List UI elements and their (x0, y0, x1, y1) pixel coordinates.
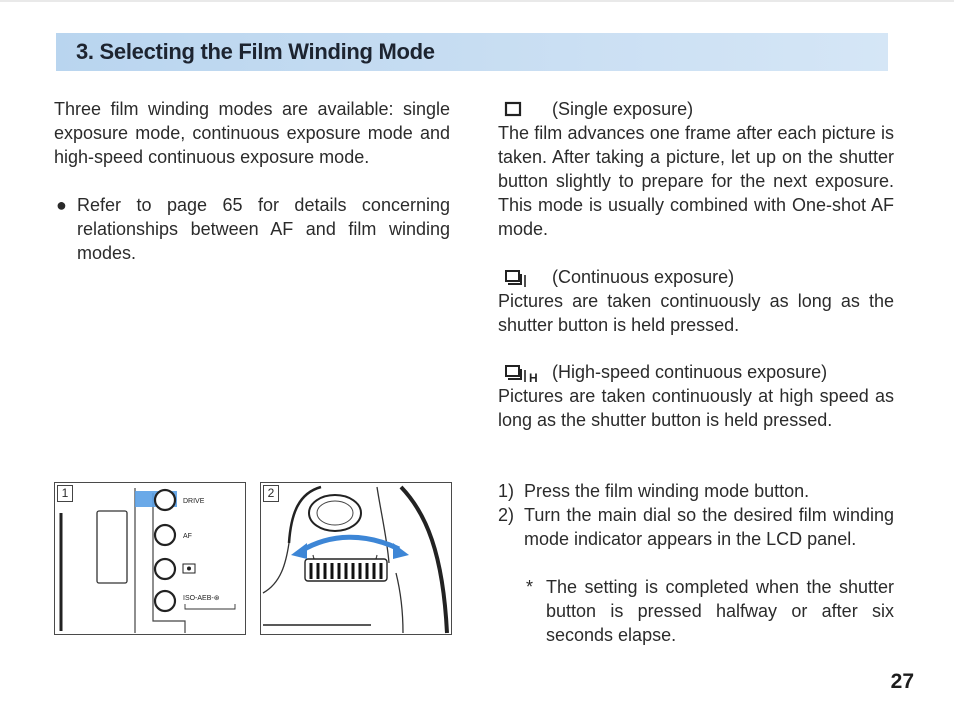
iso-label: ISO-AEB-⊛ (183, 595, 220, 602)
step-2-number: 2) (498, 505, 515, 525)
note-text: The setting is completed when the shutter button is pressed halfway or after six seconds elapse. (546, 577, 894, 645)
page-title: 3. Selecting the Film Winding Mode (76, 39, 435, 64)
figure-2-illustration (261, 483, 451, 634)
arrow-head-right (393, 543, 409, 559)
third-button (155, 559, 175, 579)
note-mark: * (526, 577, 534, 597)
drive-label: DRIVE (183, 498, 205, 505)
mode-continuous-label: (Continuous exposure) (552, 267, 735, 287)
intro-paragraph: Three film winding modes are available: single exposure mode, continuous exposure mode and high-speed continuous exposure mode. (54, 99, 450, 167)
arrow-head-left (291, 543, 307, 559)
high-speed-continuous-icon (504, 364, 544, 384)
step-2-text: Turn the main dial so the desired film winding mode indicator appears in the LCD panel. (524, 505, 894, 549)
intro-bullet-text: Refer to page 65 for details concerning relationships between AF and film winding modes. (77, 195, 450, 263)
mode-single-label: (Single exposure) (552, 99, 694, 119)
continuous-frames-icon (504, 269, 530, 289)
figure-2-main-dial (260, 482, 452, 635)
bullet-mark: ● (56, 195, 67, 215)
page-number: 27 (890, 670, 914, 693)
figure-1-illustration (55, 483, 245, 634)
mode-high-speed-heading (498, 360, 898, 384)
dial-rotation-arrow (301, 537, 399, 551)
af-button (155, 525, 175, 545)
section-title-band (56, 33, 888, 71)
mode-high-speed-label: (High-speed continuous exposure) (552, 362, 828, 382)
figure-2-number: 2 (263, 485, 279, 502)
mode-continuous-heading (498, 265, 898, 289)
mode-high-speed-description: Pictures are taken continuously at high speed as long as the shutter button is held pressed. (498, 386, 894, 430)
step-1-number: 1) (498, 481, 515, 501)
figure-1-number: 1 (57, 485, 73, 502)
single-frame-icon (504, 101, 522, 117)
af-label: AF (183, 533, 192, 540)
iso-button (155, 591, 175, 611)
drive-button (155, 490, 175, 510)
mode-continuous-description: Pictures are taken continuously as long as the shutter button is held pressed. (498, 291, 894, 335)
high-speed-h-letter: H (529, 371, 538, 384)
top-rule (0, 0, 954, 2)
step-1-text: Press the film winding mode button. (524, 481, 810, 501)
figure-1-drive-buttons (54, 482, 246, 635)
mode-single-heading (498, 97, 898, 121)
mode-single-description: The film advances one frame after each picture is taken. After taking a picture, let up on the shutter button slightly to prepare for the next exposure. This mode is usually combined with One-shot AF mode. (498, 123, 894, 239)
